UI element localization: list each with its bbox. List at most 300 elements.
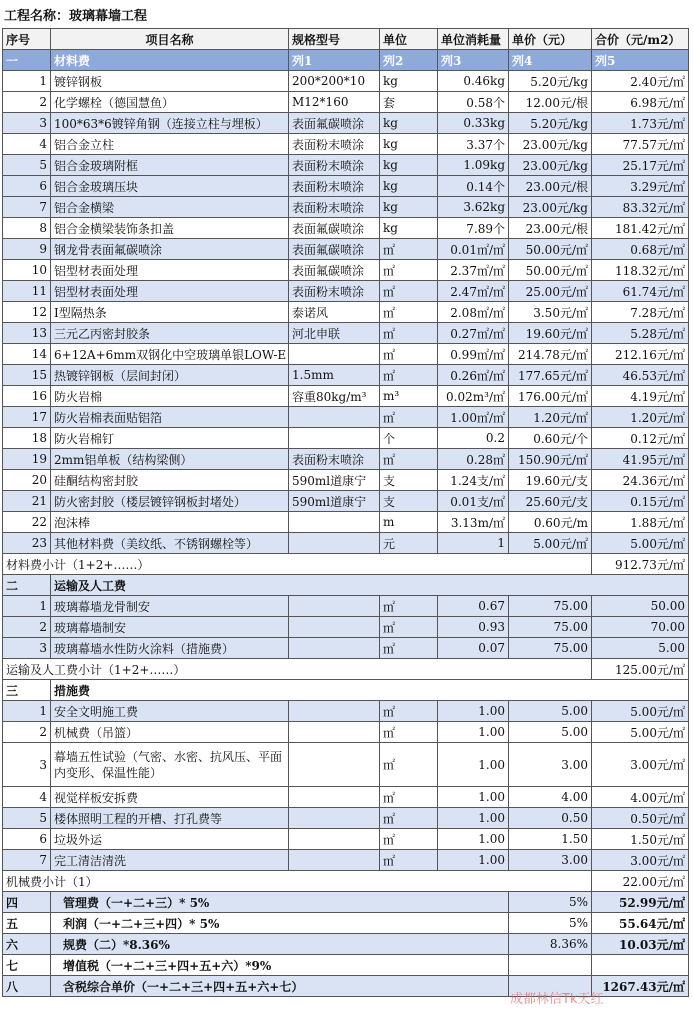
table-cell: 0.50元/㎡ (592, 808, 689, 829)
table-cell: 22 (3, 512, 51, 533)
table-cell: 23.00元/kg (509, 197, 592, 218)
table-cell: 表面氟碳喷涂 (289, 218, 380, 239)
table-cell: 5 (3, 155, 51, 176)
table-cell: 75.00 (509, 617, 592, 638)
table-cell: 4 (3, 787, 51, 808)
table-row (3, 344, 689, 365)
table-row (3, 176, 689, 197)
table-cell: M12*160 (289, 92, 380, 113)
fee-number: 八 (3, 976, 51, 997)
table-cell: 25.17元/㎡ (592, 155, 689, 176)
subtotal-value: 125.00元/㎡ (592, 659, 689, 680)
item-name: 机械费（吊篮） (51, 722, 289, 743)
table-cell: 表面氟碳喷涂 (289, 239, 380, 260)
table-row (3, 596, 689, 617)
table-cell (289, 407, 380, 428)
fee-label: 含税综合单价（一+二+三+四+五+六+七） (51, 976, 509, 997)
table-cell: 4.00 (509, 787, 592, 808)
section-number: 三 (3, 680, 51, 701)
table-cell: 表面粉末喷涂 (289, 176, 380, 197)
column-key-cell: 列3 (438, 50, 509, 71)
fee-number: 七 (3, 955, 51, 976)
table-cell: 表面粉末喷涂 (289, 155, 380, 176)
item-name: 垃圾外运 (51, 829, 289, 850)
table-cell: 10 (3, 260, 51, 281)
column-key-cell: 材料费 (51, 50, 289, 71)
table-cell (289, 829, 380, 850)
header-cell: 项目名称 (51, 29, 289, 50)
item-name: 100*63*6镀锌角钢（连接立柱与埋板） (51, 113, 289, 134)
table-cell: 3.00元/㎡ (592, 850, 689, 871)
table-cell: 元 (380, 533, 438, 554)
table-cell: 3 (3, 638, 51, 659)
fee-label: 利润（一+二+三+四）* 5% (51, 913, 509, 934)
fee-rate: 5% (509, 892, 592, 913)
fee-value: 1267.43元/㎡ (592, 976, 689, 997)
subtotal-label: 材料费小计（1+2+……） (3, 554, 592, 575)
table-cell: 150.90元/㎡ (509, 449, 592, 470)
table-row (3, 470, 689, 491)
table-cell: 3.62kg (438, 197, 509, 218)
item-name: 6+12A+6mm双钢化中空玻璃单银LOW-E (51, 344, 289, 365)
table-row (3, 701, 689, 722)
table-cell: 1 (3, 71, 51, 92)
fee-row (3, 892, 689, 913)
column-key-cell: 列4 (509, 50, 592, 71)
table-cell (289, 596, 380, 617)
table-cell (289, 533, 380, 554)
header-row (3, 29, 689, 50)
table-cell: 176.00元/㎡ (509, 386, 592, 407)
table-cell: ㎡ (380, 449, 438, 470)
table-cell: 25.00元/㎡ (509, 281, 592, 302)
header-cell: 单位 (380, 29, 438, 50)
table-cell: ㎡ (380, 407, 438, 428)
table-cell: 5.00元/㎡ (509, 533, 592, 554)
table-cell: 7 (3, 850, 51, 871)
subtotal-row (3, 871, 689, 892)
table-cell: 5.20元/kg (509, 71, 592, 92)
fee-number: 五 (3, 913, 51, 934)
table-cell: 50.00 (592, 596, 689, 617)
table-cell: 11 (3, 281, 51, 302)
table-cell: 118.32元/㎡ (592, 260, 689, 281)
item-name: 三元乙丙密封胶条 (51, 323, 289, 344)
table-row (3, 722, 689, 743)
table-cell: 5 (3, 808, 51, 829)
table-cell: 7 (3, 197, 51, 218)
table-cell: 0.27㎡/㎡ (438, 323, 509, 344)
table-cell: 3.00元/㎡ (592, 743, 689, 787)
table-cell (289, 743, 380, 787)
table-row (3, 113, 689, 134)
table-cell: 23.00元/kg (509, 134, 592, 155)
item-name: 防火岩棉表面贴铝箔 (51, 407, 289, 428)
table-cell: 1.88元/㎡ (592, 512, 689, 533)
table-cell: 2 (3, 722, 51, 743)
header-cell: 合价（元/m2） (592, 29, 689, 50)
table-row (3, 218, 689, 239)
table-cell (289, 701, 380, 722)
fee-rate: 5% (509, 913, 592, 934)
table-cell: 容重80kg/m³ (289, 386, 380, 407)
table-cell: 18 (3, 428, 51, 449)
table-cell: 0.67 (438, 596, 509, 617)
item-name: 泡沫棒 (51, 512, 289, 533)
table-cell: 21 (3, 491, 51, 512)
table-cell: ㎡ (380, 365, 438, 386)
table-cell: 7.89个 (438, 218, 509, 239)
table-cell: 19.60元/㎡ (509, 323, 592, 344)
table-cell: 3 (3, 113, 51, 134)
table-row (3, 743, 689, 787)
subtotal-value: 912.73元/㎡ (592, 554, 689, 575)
table-cell: 1.00 (438, 787, 509, 808)
table-cell: 0.60元/m (509, 512, 592, 533)
item-name: 化学螺栓（德国慧鱼） (51, 92, 289, 113)
table-cell: 5.28元/㎡ (592, 323, 689, 344)
table-cell: 0.01㎡/㎡ (438, 239, 509, 260)
table-cell: 泰诺风 (289, 302, 380, 323)
subtotal-label: 运输及人工费小计（1+2+……） (3, 659, 592, 680)
table-cell: 1.00㎡/㎡ (438, 407, 509, 428)
table-cell: 0.50 (509, 808, 592, 829)
table-row (3, 808, 689, 829)
table-cell: 15 (3, 365, 51, 386)
table-cell: 5.00 (509, 701, 592, 722)
table-cell: 5.00元/㎡ (592, 701, 689, 722)
table-cell: ㎡ (380, 829, 438, 850)
header-cell: 单价（元） (509, 29, 592, 50)
fee-value: 10.03元/㎡ (592, 934, 689, 955)
item-name: 完工清洁清洗 (51, 850, 289, 871)
table-cell: 0.12元/㎡ (592, 428, 689, 449)
header-cell: 单位消耗量 (438, 29, 509, 50)
table-cell: ㎡ (380, 808, 438, 829)
table-cell: 12.00元/根 (509, 92, 592, 113)
table-cell: ㎡ (380, 323, 438, 344)
table-cell: 1.24支/㎡ (438, 470, 509, 491)
table-cell: 0.2 (438, 428, 509, 449)
item-name: 铝型材表面处理 (51, 260, 289, 281)
table-cell: 19.60元/支 (509, 470, 592, 491)
table-cell: 1.20元/㎡ (592, 407, 689, 428)
table-row (3, 491, 689, 512)
table-cell: 23.00元/kg (509, 155, 592, 176)
item-name: 镀锌钢板 (51, 71, 289, 92)
item-name: 铝合金横梁 (51, 197, 289, 218)
table-cell: 0.99㎡/㎡ (438, 344, 509, 365)
fee-label: 规费（二）*8.36% (51, 934, 509, 955)
table-cell: ㎡ (380, 596, 438, 617)
subtotal-value: 22.00元/㎡ (592, 871, 689, 892)
item-name: 铝合金立柱 (51, 134, 289, 155)
table-cell: ㎡ (380, 787, 438, 808)
table-cell: 77.57元/㎡ (592, 134, 689, 155)
table-cell: 1.50 (509, 829, 592, 850)
table-row (3, 512, 689, 533)
table-row (3, 260, 689, 281)
item-name: 安全文明施工费 (51, 701, 289, 722)
table-cell: 590ml道康宁 (289, 491, 380, 512)
table-cell: kg (380, 176, 438, 197)
table-row (3, 71, 689, 92)
table-cell: 表面氟碳喷涂 (289, 113, 380, 134)
table-cell: 5.00 (592, 638, 689, 659)
table-cell: 2.40元/㎡ (592, 71, 689, 92)
item-name: 硅酮结构密封胶 (51, 470, 289, 491)
item-name: 铝合金玻璃附框 (51, 155, 289, 176)
table-cell: 河北申联 (289, 323, 380, 344)
item-name: 防火密封胶（楼层镀锌钢板封堵处） (51, 491, 289, 512)
table-cell: kg (380, 197, 438, 218)
table-cell: ㎡ (380, 260, 438, 281)
table-cell: 6 (3, 176, 51, 197)
table-row (3, 449, 689, 470)
table-cell: 2.37㎡/㎡ (438, 260, 509, 281)
table-cell: 214.78元/㎡ (509, 344, 592, 365)
table-cell: 16 (3, 386, 51, 407)
table-cell: 50.00元/㎡ (509, 260, 592, 281)
item-name: 幕墙五性试验（气密、水密、抗风压、平面内变形、保温性能） (51, 743, 289, 787)
table-cell: 3.29元/㎡ (592, 176, 689, 197)
table-cell: 1.50元/㎡ (592, 829, 689, 850)
watermark: 成都林信Tk天红 (510, 992, 604, 1007)
section-title: 措施费 (51, 680, 689, 701)
project-title: 工程名称：玻璃幕墙工程 (4, 9, 148, 24)
table-cell: 41.95元/㎡ (592, 449, 689, 470)
table-cell (289, 850, 380, 871)
table-cell: 1 (438, 533, 509, 554)
table-cell: 个 (380, 428, 438, 449)
table-cell: 0.33kg (438, 113, 509, 134)
fee-rate: 8.36% (509, 934, 592, 955)
fee-label: 增值税（一+二+三+四+五+六）*9% (51, 955, 509, 976)
fee-label: 管理费（一+二+三）* 5% (51, 892, 509, 913)
item-name: 玻璃幕墙水性防火涂料（措施费） (51, 638, 289, 659)
table-cell: 3.13m/㎡ (438, 512, 509, 533)
table-cell: 23 (3, 533, 51, 554)
table-cell: ㎡ (380, 302, 438, 323)
subtotal-row (3, 554, 689, 575)
table-cell: 13 (3, 323, 51, 344)
table-row (3, 92, 689, 113)
table-cell: 212.16元/㎡ (592, 344, 689, 365)
item-name: 防火岩棉钉 (51, 428, 289, 449)
table-cell: 4.19元/㎡ (592, 386, 689, 407)
table-cell: 200*200*10 (289, 71, 380, 92)
table-row (3, 533, 689, 554)
table-cell: 12 (3, 302, 51, 323)
table-cell: 表面粉末喷涂 (289, 281, 380, 302)
table-cell: 25.60元/支 (509, 491, 592, 512)
table-cell: 2 (3, 92, 51, 113)
item-name: 热镀锌钢板（层间封闭） (51, 365, 289, 386)
table-cell: 0.26㎡/㎡ (438, 365, 509, 386)
fee-row (3, 934, 689, 955)
table-cell: 24.36元/㎡ (592, 470, 689, 491)
header-cell: 序号 (3, 29, 51, 50)
table-cell: 3.00 (509, 743, 592, 787)
item-name: 钢龙骨表面氟碳喷涂 (51, 239, 289, 260)
table-cell: 61.74元/㎡ (592, 281, 689, 302)
table-cell: 0.02m³/㎡ (438, 386, 509, 407)
fee-number: 六 (3, 934, 51, 955)
table-cell: 1.00 (438, 808, 509, 829)
item-name: 视觉样板安拆费 (51, 787, 289, 808)
table-cell: 181.42元/㎡ (592, 218, 689, 239)
table-cell: 1.00 (438, 743, 509, 787)
section-row (3, 680, 689, 701)
table-row (3, 386, 689, 407)
table-cell: 83.32元/㎡ (592, 197, 689, 218)
fee-row (3, 913, 689, 934)
section-number: 二 (3, 575, 51, 596)
table-cell: ㎡ (380, 617, 438, 638)
table-cell: 70.00 (592, 617, 689, 638)
table-row (3, 787, 689, 808)
table-cell: m (380, 512, 438, 533)
table-cell: 0.60元/个 (509, 428, 592, 449)
table-cell: 5.00元/㎡ (592, 722, 689, 743)
header-cell: 规格型号 (289, 29, 380, 50)
table-cell: 5.20元/kg (509, 113, 592, 134)
table-row (3, 850, 689, 871)
table-cell: 5.00 (509, 722, 592, 743)
fee-number: 四 (3, 892, 51, 913)
table-cell: kg (380, 71, 438, 92)
table-row (3, 281, 689, 302)
table-cell: 7.28元/㎡ (592, 302, 689, 323)
column-key-cell: 列1 (289, 50, 380, 71)
table-cell: 0.46kg (438, 71, 509, 92)
table-cell: 1.20元/㎡ (509, 407, 592, 428)
table-cell: 3.50元/㎡ (509, 302, 592, 323)
table-row (3, 134, 689, 155)
section-row (3, 575, 689, 596)
table-cell: 14 (3, 344, 51, 365)
table-cell: 2.47㎡/㎡ (438, 281, 509, 302)
table-cell: 1.00 (438, 701, 509, 722)
item-name: 防火岩棉 (51, 386, 289, 407)
table-row (3, 407, 689, 428)
table-cell: 4 (3, 134, 51, 155)
table-cell: 支 (380, 470, 438, 491)
fee-rate (509, 955, 592, 976)
cost-table (2, 28, 689, 997)
table-cell: ㎡ (380, 743, 438, 787)
table-cell: 2.08㎡/㎡ (438, 302, 509, 323)
table-row (3, 617, 689, 638)
table-cell: 17 (3, 407, 51, 428)
table-cell: 表面粉末喷涂 (289, 197, 380, 218)
table-cell: 20 (3, 470, 51, 491)
table-cell: 23.00元/根 (509, 176, 592, 197)
table-cell: 表面粉末喷涂 (289, 134, 380, 155)
column-key-cell: 一 (3, 50, 51, 71)
table-cell: 0.28㎡ (438, 449, 509, 470)
table-cell (289, 638, 380, 659)
table-cell: 0.58个 (438, 92, 509, 113)
column-key-cell: 列5 (592, 50, 689, 71)
table-cell: 3.00 (509, 850, 592, 871)
item-name: 铝型材表面处理 (51, 281, 289, 302)
fee-value (592, 955, 689, 976)
fee-value: 55.64元/㎡ (592, 913, 689, 934)
table-cell: 1.5mm (289, 365, 380, 386)
item-name: 玻璃幕墙制安 (51, 617, 289, 638)
table-cell: 1.73元/㎡ (592, 113, 689, 134)
table-cell: 0.07 (438, 638, 509, 659)
table-cell: 75.00 (509, 638, 592, 659)
table-row (3, 302, 689, 323)
table-row (3, 239, 689, 260)
column-key-row (3, 50, 689, 71)
table-cell: kg (380, 155, 438, 176)
fee-value: 52.99元/㎡ (592, 892, 689, 913)
table-cell: 19 (3, 449, 51, 470)
subtotal-row (3, 659, 689, 680)
table-cell: kg (380, 113, 438, 134)
table-cell: 1.00 (438, 850, 509, 871)
table-cell: 表面氟碳喷涂 (289, 260, 380, 281)
table-cell: m³ (380, 386, 438, 407)
table-cell: 1 (3, 701, 51, 722)
table-row (3, 638, 689, 659)
table-cell: 3 (3, 743, 51, 787)
item-name: 铝合金横梁装饰条扣盖 (51, 218, 289, 239)
table-cell: 3.37个 (438, 134, 509, 155)
table-cell: 6.98元/㎡ (592, 92, 689, 113)
item-name: 2mm铝单板（结构梁侧） (51, 449, 289, 470)
table-cell: 表面粉末喷涂 (289, 449, 380, 470)
table-cell: 0.68元/㎡ (592, 239, 689, 260)
table-cell: ㎡ (380, 344, 438, 365)
table-cell: 0.01支/㎡ (438, 491, 509, 512)
table-row (3, 428, 689, 449)
table-cell (289, 428, 380, 449)
table-cell (289, 344, 380, 365)
table-cell (289, 722, 380, 743)
table-cell: 1.00 (438, 722, 509, 743)
table-cell (289, 617, 380, 638)
table-cell: ㎡ (380, 701, 438, 722)
table-cell (289, 808, 380, 829)
table-row (3, 829, 689, 850)
subtotal-label: 机械费小计（1） (3, 871, 592, 892)
table-cell: ㎡ (380, 281, 438, 302)
table-row (3, 155, 689, 176)
table-cell: 50.00元/㎡ (509, 239, 592, 260)
table-cell: 23.00元/根 (509, 218, 592, 239)
table-cell: 套 (380, 92, 438, 113)
table-cell: 46.53元/㎡ (592, 365, 689, 386)
table-cell: kg (380, 134, 438, 155)
column-key-cell: 列2 (380, 50, 438, 71)
table-cell: 9 (3, 239, 51, 260)
table-cell: 1.00 (438, 829, 509, 850)
table-cell (289, 787, 380, 808)
table-cell: 75.00 (509, 596, 592, 617)
table-cell: 2 (3, 617, 51, 638)
fee-row (3, 955, 689, 976)
table-cell (289, 512, 380, 533)
table-cell: 4.00元/㎡ (592, 787, 689, 808)
table-cell: 支 (380, 491, 438, 512)
table-cell: 1.09kg (438, 155, 509, 176)
table-row (3, 197, 689, 218)
table-cell: 0.15元/㎡ (592, 491, 689, 512)
